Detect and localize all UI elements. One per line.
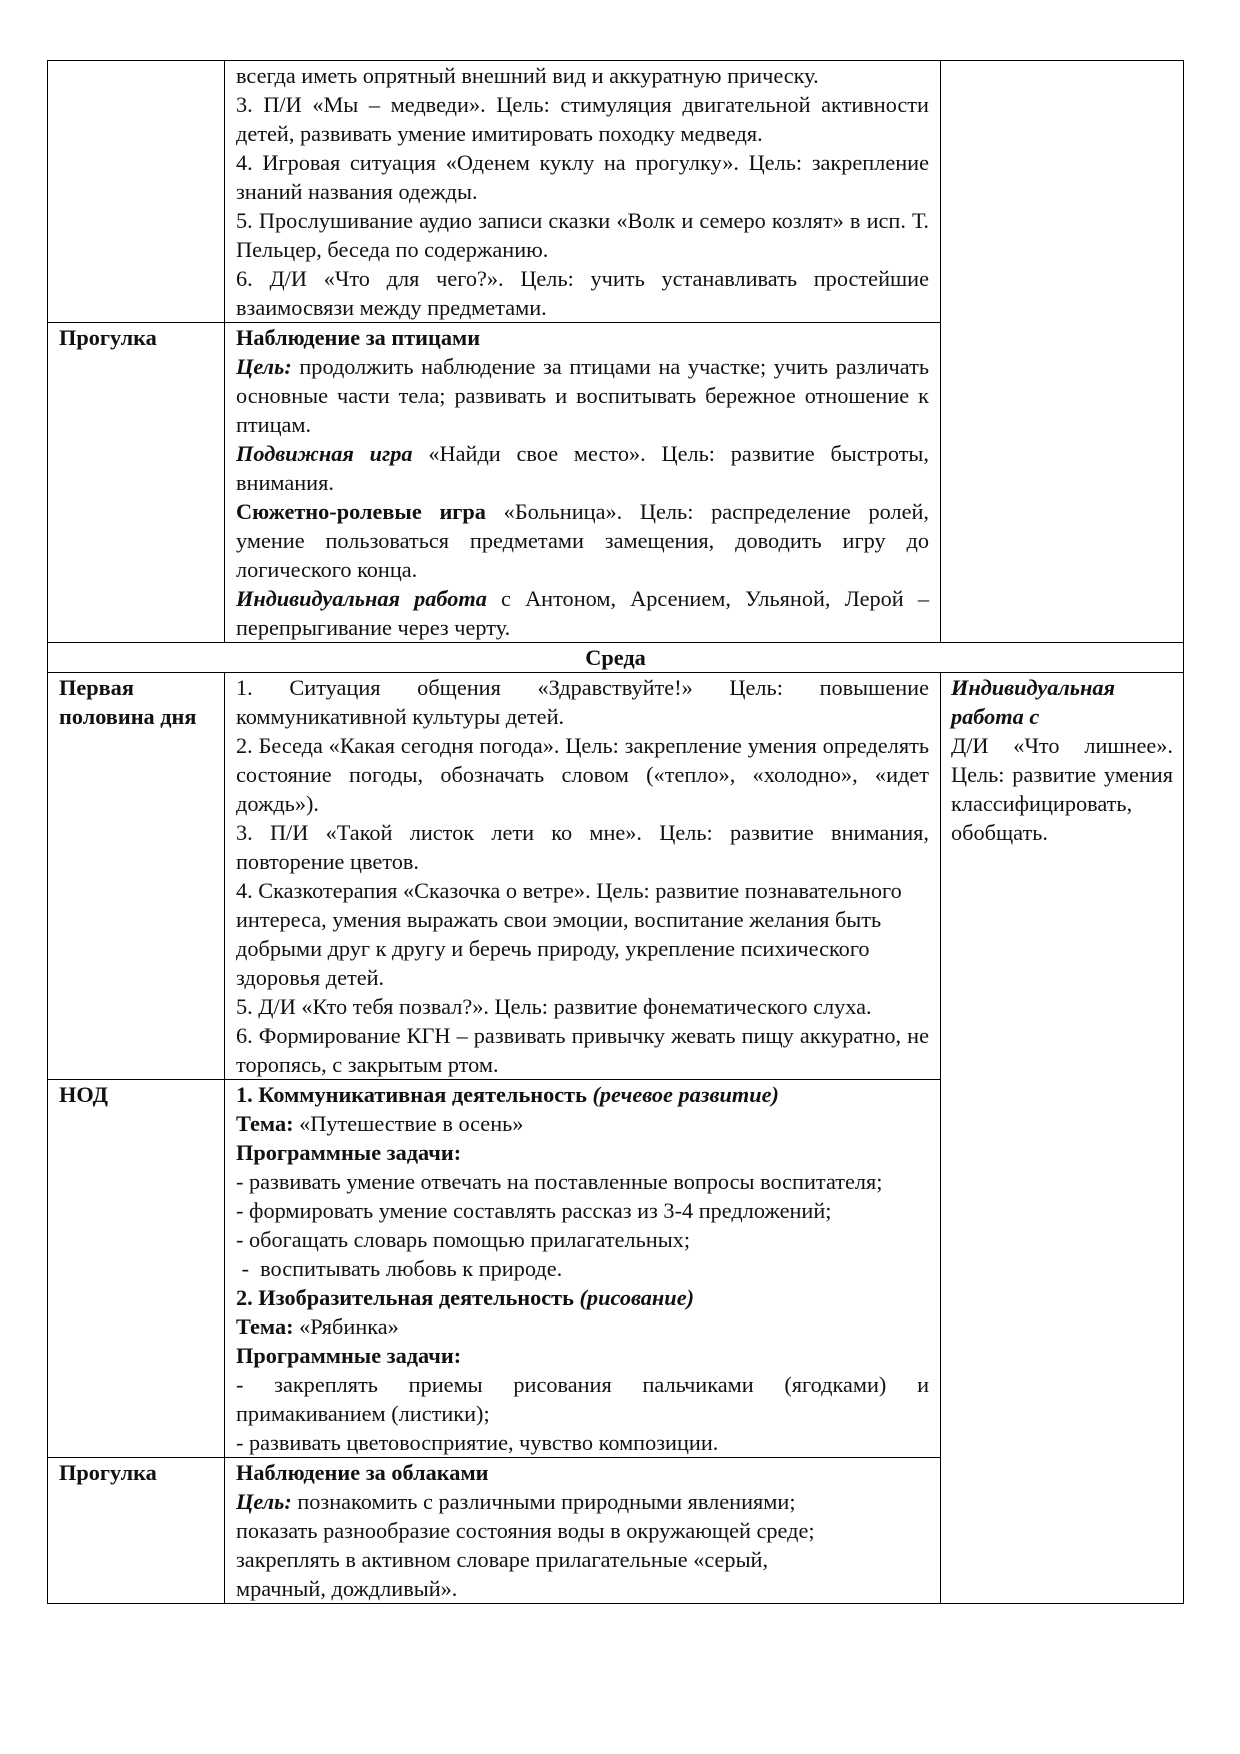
activities-cell [225, 1458, 941, 1604]
activity-item: 2. Беседа «Какая сегодня погода». Цель: закрепление умения определять состояние погоды, обозначать словом («тепло», «холодно», «идет дождь»). [236, 733, 929, 816]
walk-goal: Цель: познакомить с различными природными явлениями; показать разнообразие состояния воды в окружающей среде; закреплять в активном словаре прилагательные «серый, мрачный, дождливый». [236, 1489, 815, 1601]
row-continuation [48, 61, 1184, 323]
row-morning [48, 673, 1184, 1080]
plan-table [47, 60, 1184, 1604]
nod-task: - закреплять приемы рисования пальчиками (ягодками) и примакиванием (листики); [236, 1372, 929, 1426]
walk-goal: Цель: продолжить наблюдение за птицами на участке; учить различать основные части тела; развивать и воспитывать бережное отношение к птицам. [236, 354, 929, 437]
activities-cell [225, 323, 941, 643]
activities-cell [225, 1080, 941, 1458]
walk-role-game: Сюжетно-ролевые игра «Больница». Цель: распределение ролей, умение пользоваться предметами замещения, доводить игру до логического конца. [236, 499, 929, 582]
nod-b-theme: Тема: «Рябинка» [236, 1314, 399, 1339]
activity-item: 4. Игровая ситуация «Оденем куклу на прогулку». Цель: закрепление знаний названия одежды. [236, 150, 929, 204]
notes-cell [941, 61, 1184, 643]
activity-item: 6. Формирование КГН – развивать привычку жевать пищу аккуратно, не торопясь, с закрытым ртом. [236, 1023, 929, 1077]
day-title: Среда [48, 643, 1184, 673]
notes-cell [941, 673, 1184, 1604]
nod-task: - воспитывать любовь к природе. [236, 1256, 563, 1281]
activity-item: 5. Д/И «Кто тебя позвал?». Цель: развитие фонематического слуха. [236, 994, 872, 1019]
row-day-header [48, 643, 1184, 673]
row-label: НОД [48, 1080, 225, 1458]
nod-task: - обогащать словарь помощью прилагательных; [236, 1227, 691, 1252]
nod-a-title: 1. Коммуникативная деятельность (речевое развитие) [236, 1082, 779, 1107]
activities-cell [225, 61, 941, 323]
nod-a-theme: Тема: «Путешествие в осень» [236, 1111, 524, 1136]
label-cell [48, 61, 225, 323]
row-label: Прогулка [48, 323, 225, 643]
nod-task: - развивать умение отвечать на поставленные вопросы воспитателя; [236, 1169, 883, 1194]
activity-item: 3. П/И «Мы – медведи». Цель: стимуляция двигательной активности детей, развивать умение имитировать походку медведя. [236, 92, 929, 146]
row-label: Прогулка [48, 1458, 225, 1604]
activity-item: 1. Ситуация общения «Здравствуйте!» Цель: повышение коммуникативной культуры детей. [236, 675, 929, 729]
activity-item: 4. Сказкотерапия «Сказочка о ветре». Цель: развитие познавательного интереса, умения выражать свои эмоции, воспитание желания быть добрыми друг к другу и беречь природу, укрепление психического здоровья детей. [236, 878, 902, 990]
walk-title: Наблюдение за птицами [236, 325, 481, 350]
nod-a-tasks-label: Программные задачи: [236, 1140, 462, 1165]
activity-item: 3. П/И «Такой листок лети ко мне». Цель: развитие внимания, повторение цветов. [236, 820, 929, 874]
activity-item: 5. Прослушивание аудио записи сказки «Волк и семеро козлят» в исп. Т. Пельцер, беседа по содержанию. [236, 208, 929, 262]
walk-title: Наблюдение за облаками [236, 1460, 489, 1485]
activity-item: всегда иметь опрятный внешний вид и аккуратную прическу. [236, 63, 819, 88]
row-label: Первая половина дня [48, 673, 225, 1080]
nod-task: - формировать умение составлять рассказ из 3-4 предложений; [236, 1198, 832, 1223]
nod-task: - развивать цветовосприятие, чувство композиции. [236, 1430, 719, 1455]
walk-individual: Индивидуальная работа с Антоном, Арсением, Ульяной, Лерой – перепрыгивание через черту. [236, 586, 929, 640]
nod-b-tasks-label: Программные задачи: [236, 1343, 462, 1368]
individual-title: Индивидуальная работа с [951, 675, 1116, 729]
nod-b-title: 2. Изобразительная деятельность (рисование) [236, 1285, 695, 1310]
individual-text: Д/И «Что лишнее». Цель: развитие умения классифицировать, обобщать. [951, 733, 1173, 845]
activities-cell [225, 673, 941, 1080]
activity-item: 6. Д/И «Что для чего?». Цель: учить устанавливать простейшие взаимосвязи между предметами. [236, 266, 929, 320]
walk-game: Подвижная игра «Найди свое место». Цель: развитие быстроты, внимания. [236, 441, 929, 495]
